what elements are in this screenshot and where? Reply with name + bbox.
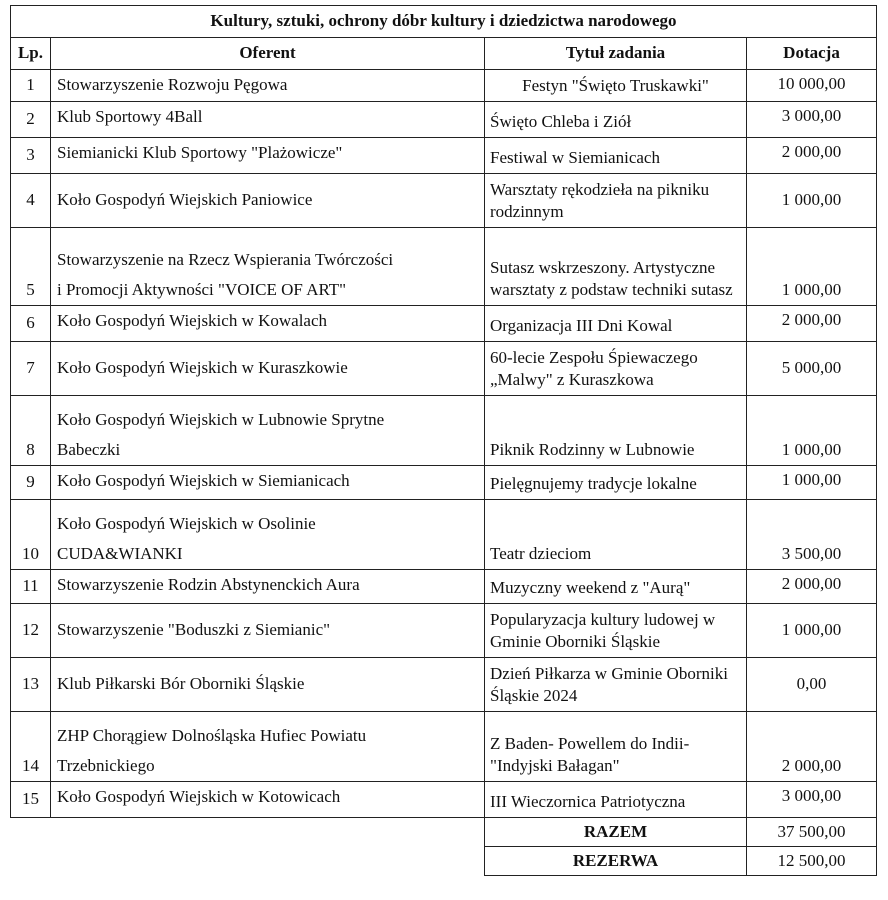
cell-lp: 6 <box>11 306 51 342</box>
header-oferent: Oferent <box>51 38 485 70</box>
razem-label: RAZEM <box>485 818 747 847</box>
cell-oferent <box>51 604 485 658</box>
table-row <box>11 174 877 228</box>
cell-tytul: Teatr dzieciom <box>485 500 747 570</box>
oferent-line: Stowarzyszenie Rodzin Abstynenckich Aura <box>57 575 360 594</box>
cell-lp: 2 <box>11 102 51 138</box>
cell-dotacja: 1 000,00 <box>747 228 877 306</box>
cell-tytul: Pielęgnujemy tradycje lokalne <box>485 466 747 500</box>
summary-row-rezerwa <box>11 847 877 876</box>
oferent-line: Siemianicki Klub Sportowy "Plażowicze" <box>57 143 343 162</box>
oferent-line: Koło Gospodyń Wiejskich w Osolinie <box>57 513 316 533</box>
oferent-line: Babeczki <box>57 439 121 459</box>
header-lp: Lp. <box>11 38 51 70</box>
cell-tytul: Święto Chleba i Ziół <box>485 102 747 138</box>
cell-oferent <box>51 396 485 466</box>
summary-row-razem <box>11 818 877 847</box>
cell-dotacja: 10 000,00 <box>747 70 877 102</box>
oferent-line: Koło Gospodyń Wiejskich w Kowalach <box>57 311 328 330</box>
rezerwa-label: REZERWA <box>485 847 747 876</box>
table-row <box>11 466 877 500</box>
cell-dotacja: 3 000,00 <box>747 102 877 138</box>
cell-tytul: Popularyzacja kultury ludowej w Gminie Oborniki Śląskie <box>485 604 747 658</box>
cell-dotacja: 5 000,00 <box>747 342 877 396</box>
cell-tytul: Organizacja III Dni Kowal <box>485 306 747 342</box>
cell-dotacja: 2 000,00 <box>747 712 877 782</box>
oferent-line: Stowarzyszenie Rozwoju Pęgowa <box>57 75 288 94</box>
header-row <box>11 38 877 70</box>
table-row <box>11 306 877 342</box>
cell-dotacja: 2 000,00 <box>747 306 877 342</box>
cell-tytul: III Wieczornica Patriotyczna <box>485 782 747 818</box>
cell-lp: 7 <box>11 342 51 396</box>
table-row <box>11 70 877 102</box>
table-row <box>11 604 877 658</box>
oferent-line: Trzebnickiego <box>57 755 155 775</box>
cell-dotacja: 1 000,00 <box>747 174 877 228</box>
cell-oferent <box>51 70 485 102</box>
cell-tytul: Warsztaty rękodzieła na pikniku rodzinnym <box>485 174 747 228</box>
cell-tytul: Sutasz wskrzeszony. Artystyczne warsztaty z podstaw techniki sutasz <box>485 228 747 306</box>
razem-value: 37 500,00 <box>747 818 877 847</box>
table-row <box>11 712 877 782</box>
cell-tytul: Festiwal w Siemianicach <box>485 138 747 174</box>
cell-oferent <box>51 570 485 604</box>
cell-lp: 8 <box>11 396 51 466</box>
table-row <box>11 658 877 712</box>
cell-lp: 10 <box>11 500 51 570</box>
oferent-line: Stowarzyszenie "Boduszki z Siemianic" <box>57 620 331 640</box>
oferent-line: CUDA&WIANKI <box>57 543 183 563</box>
cell-lp: 15 <box>11 782 51 818</box>
cell-tytul: 60-lecie Zespołu Śpiewaczego „Malwy" z Kuraszkowa <box>485 342 747 396</box>
table-row <box>11 500 877 570</box>
cell-oferent <box>51 500 485 570</box>
cell-tytul: Muzyczny weekend z "Aurą" <box>485 570 747 604</box>
cell-oferent <box>51 138 485 174</box>
oferent-line: Koło Gospodyń Wiejskich w Siemianicach <box>57 471 350 490</box>
oferent-line: Stowarzyszenie na Rzecz Wspierania Twórczości <box>57 249 394 269</box>
table-title: Kultury, sztuki, ochrony dóbr kultury i dziedzictwa narodowego <box>11 6 877 38</box>
cell-oferent <box>51 658 485 712</box>
table-row <box>11 138 877 174</box>
rezerwa-value: 12 500,00 <box>747 847 877 876</box>
oferent-line: Klub Piłkarski Bór Oborniki Śląskie <box>57 674 305 694</box>
cell-tytul: Piknik Rodzinny w Lubnowie <box>485 396 747 466</box>
cell-tytul: Dzień Piłkarza w Gminie Oborniki Śląskie 2024 <box>485 658 747 712</box>
oferent-line: Koło Gospodyń Wiejskich w Lubnowie Sprytne <box>57 409 385 429</box>
cell-dotacja: 1 000,00 <box>747 466 877 500</box>
cell-dotacja: 1 000,00 <box>747 604 877 658</box>
cell-dotacja: 3 000,00 <box>747 782 877 818</box>
cell-lp: 12 <box>11 604 51 658</box>
cell-oferent <box>51 102 485 138</box>
oferent-line: Koło Gospodyń Wiejskich w Kuraszkowie <box>57 358 348 378</box>
header-tytul: Tytuł zadania <box>485 38 747 70</box>
cell-lp: 4 <box>11 174 51 228</box>
oferent-line: Klub Sportowy 4Ball <box>57 107 203 126</box>
cell-oferent <box>51 228 485 306</box>
oferent-line: Koło Gospodyń Wiejskich Paniowice <box>57 190 313 210</box>
table-row <box>11 102 877 138</box>
table-title-row <box>11 6 877 38</box>
cell-dotacja: 0,00 <box>747 658 877 712</box>
cell-oferent <box>51 712 485 782</box>
cell-tytul: Festyn "Święto Truskawki" <box>485 70 747 102</box>
cell-lp: 13 <box>11 658 51 712</box>
oferent-line: Koło Gospodyń Wiejskich w Kotowicach <box>57 787 341 806</box>
oferent-line: i Promocji Aktywności "VOICE OF ART" <box>57 279 347 299</box>
table-row <box>11 342 877 396</box>
header-dotacja: Dotacja <box>747 38 877 70</box>
cell-dotacja: 2 000,00 <box>747 570 877 604</box>
cell-lp: 1 <box>11 70 51 102</box>
table-row <box>11 396 877 466</box>
cell-oferent <box>51 782 485 818</box>
cell-lp: 14 <box>11 712 51 782</box>
cell-lp: 5 <box>11 228 51 306</box>
grants-table <box>10 5 877 876</box>
cell-oferent <box>51 306 485 342</box>
cell-dotacja: 2 000,00 <box>747 138 877 174</box>
cell-tytul: Z Baden- Powellem do Indii- "Indyjski Bałagan" <box>485 712 747 782</box>
oferent-line: ZHP Chorągiew Dolnośląska Hufiec Powiatu <box>57 725 367 745</box>
cell-oferent <box>51 342 485 396</box>
table-row <box>11 228 877 306</box>
cell-dotacja: 3 500,00 <box>747 500 877 570</box>
cell-lp: 11 <box>11 570 51 604</box>
cell-dotacja: 1 000,00 <box>747 396 877 466</box>
table-row <box>11 782 877 818</box>
table-row <box>11 570 877 604</box>
cell-oferent <box>51 174 485 228</box>
cell-lp: 9 <box>11 466 51 500</box>
cell-lp: 3 <box>11 138 51 174</box>
cell-oferent <box>51 466 485 500</box>
